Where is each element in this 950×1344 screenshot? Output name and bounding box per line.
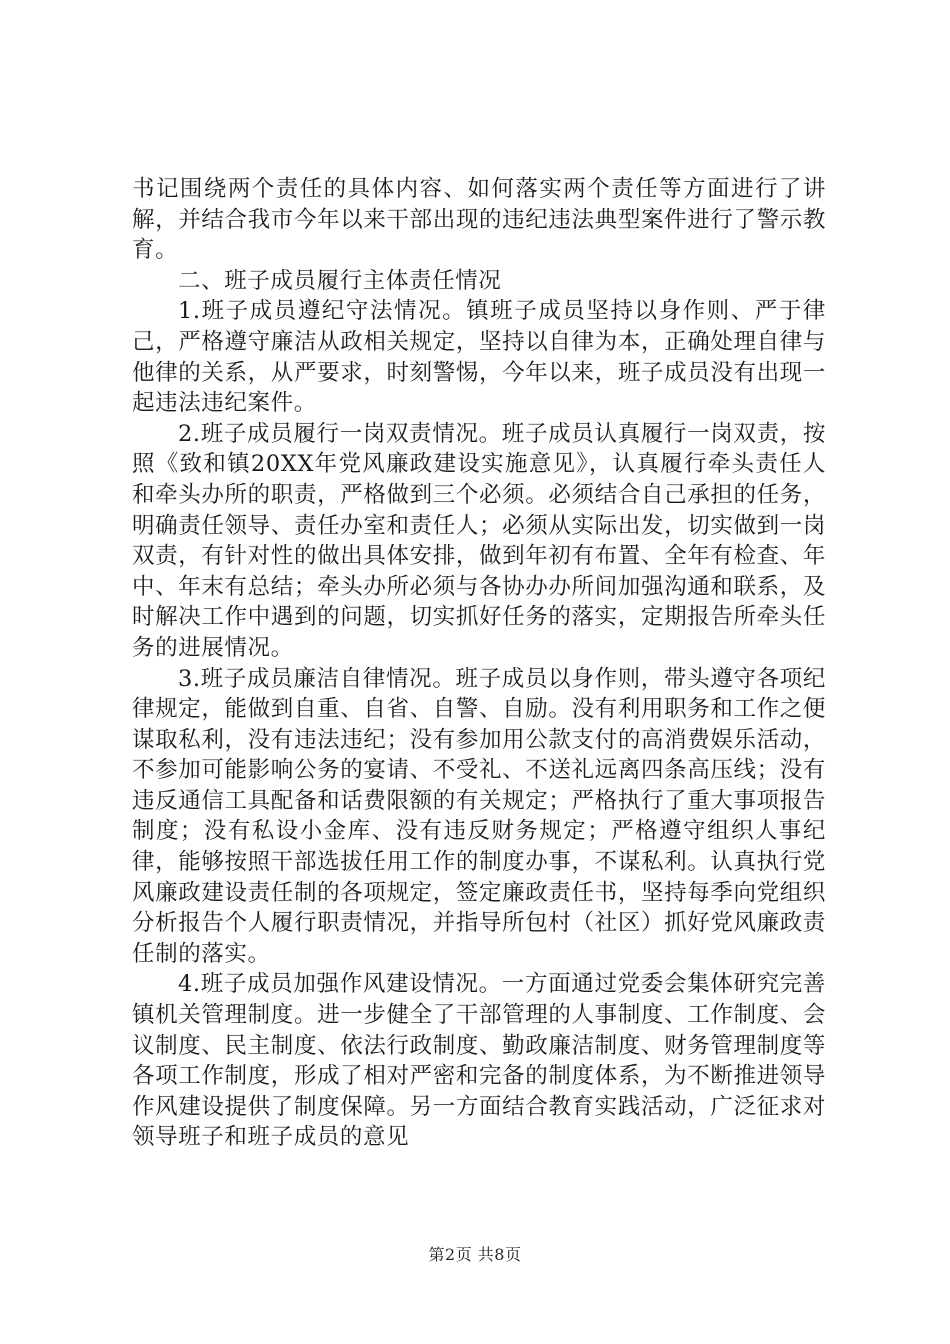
paragraph-item-4: 4.班子成员加强作风建设情况。一方面通过党委会集体研究完善镇机关管理制度。进一步健全了干部管理的人事制度、工作制度、会议制度、民主制度、依法行政制度、勤政廉洁制度、财务管理制度等各项工作制度，形成了相对严密和完备的制度体系，为不断推进领导作风建设提供了制度保障。另一方面结合教育实践活动，广泛征求对领导班子和班子成员的意见 [132, 971, 826, 1151]
paragraph-item-3: 3.班子成员廉洁自律情况。班子成员以身作则，带头遵守各项纪律规定，能做到自重、自省、自警、自励。没有利用职务和工作之便谋取私利，没有违法违纪；没有参加用公款支付的高消费娱乐活动，不参加可能影响公务的宴请、不受礼、不送礼远离四条高压线；没有违反通信工具配备和话费限额的有关规定；严格执行了重大事项报告制度；没有私设小金库、没有违反财务规定；严格遵守组织人事纪律，能够按照干部选拔任用工作的制度办事，不谋私利。认真执行党风廉政建设责任制的各项规定，签定廉政责任书，坚持每季向党组织分析报告个人履行职责情况，并指导所包村（社区）抓好党风廉政责任制的落实。 [132, 665, 826, 967]
page-footer [0, 1242, 950, 1265]
paragraph-continuation: 书记围绕两个责任的具体内容、如何落实两个责任等方面进行了讲解，并结合我市今年以来干部出现的违纪违法典型案件进行了警示教育。 [132, 176, 826, 264]
paragraph-item-1: 1.班子成员遵纪守法情况。镇班子成员坚持以身作则、严于律己，严格遵守廉洁从政相关规定，坚持以自律为本，正确处理自律与他律的关系，从严要求，时刻警惕，今年以来，班子成员没有出现一起违法违纪案件。 [132, 298, 826, 417]
document-body [132, 174, 826, 1153]
page-number-label: 第2页 共8页 [428, 1245, 522, 1264]
paragraph-item-2: 2.班子成员履行一岗双责情况。班子成员认真履行一岗双责，按照《致和镇20XX年党风廉政建设实施意见》，认真履行牵头责任人和牵头办所的职责，严格做到三个必须。必须结合自己承担的任务，明确责任领导、责任办室和责任人；必须从实际出发，切实做到一岗双责，有针对性的做出具体安排，做到年初有布置、全年有检查、年中、年末有总结；牵头办所必须与各协办办所间加强沟通和联系，及时解决工作中遇到的问题，切实抓好任务的落实，定期报告所牵头任务的进展情况。 [132, 420, 826, 661]
section-heading: 二、班子成员履行主体责任情况 [178, 267, 502, 294]
